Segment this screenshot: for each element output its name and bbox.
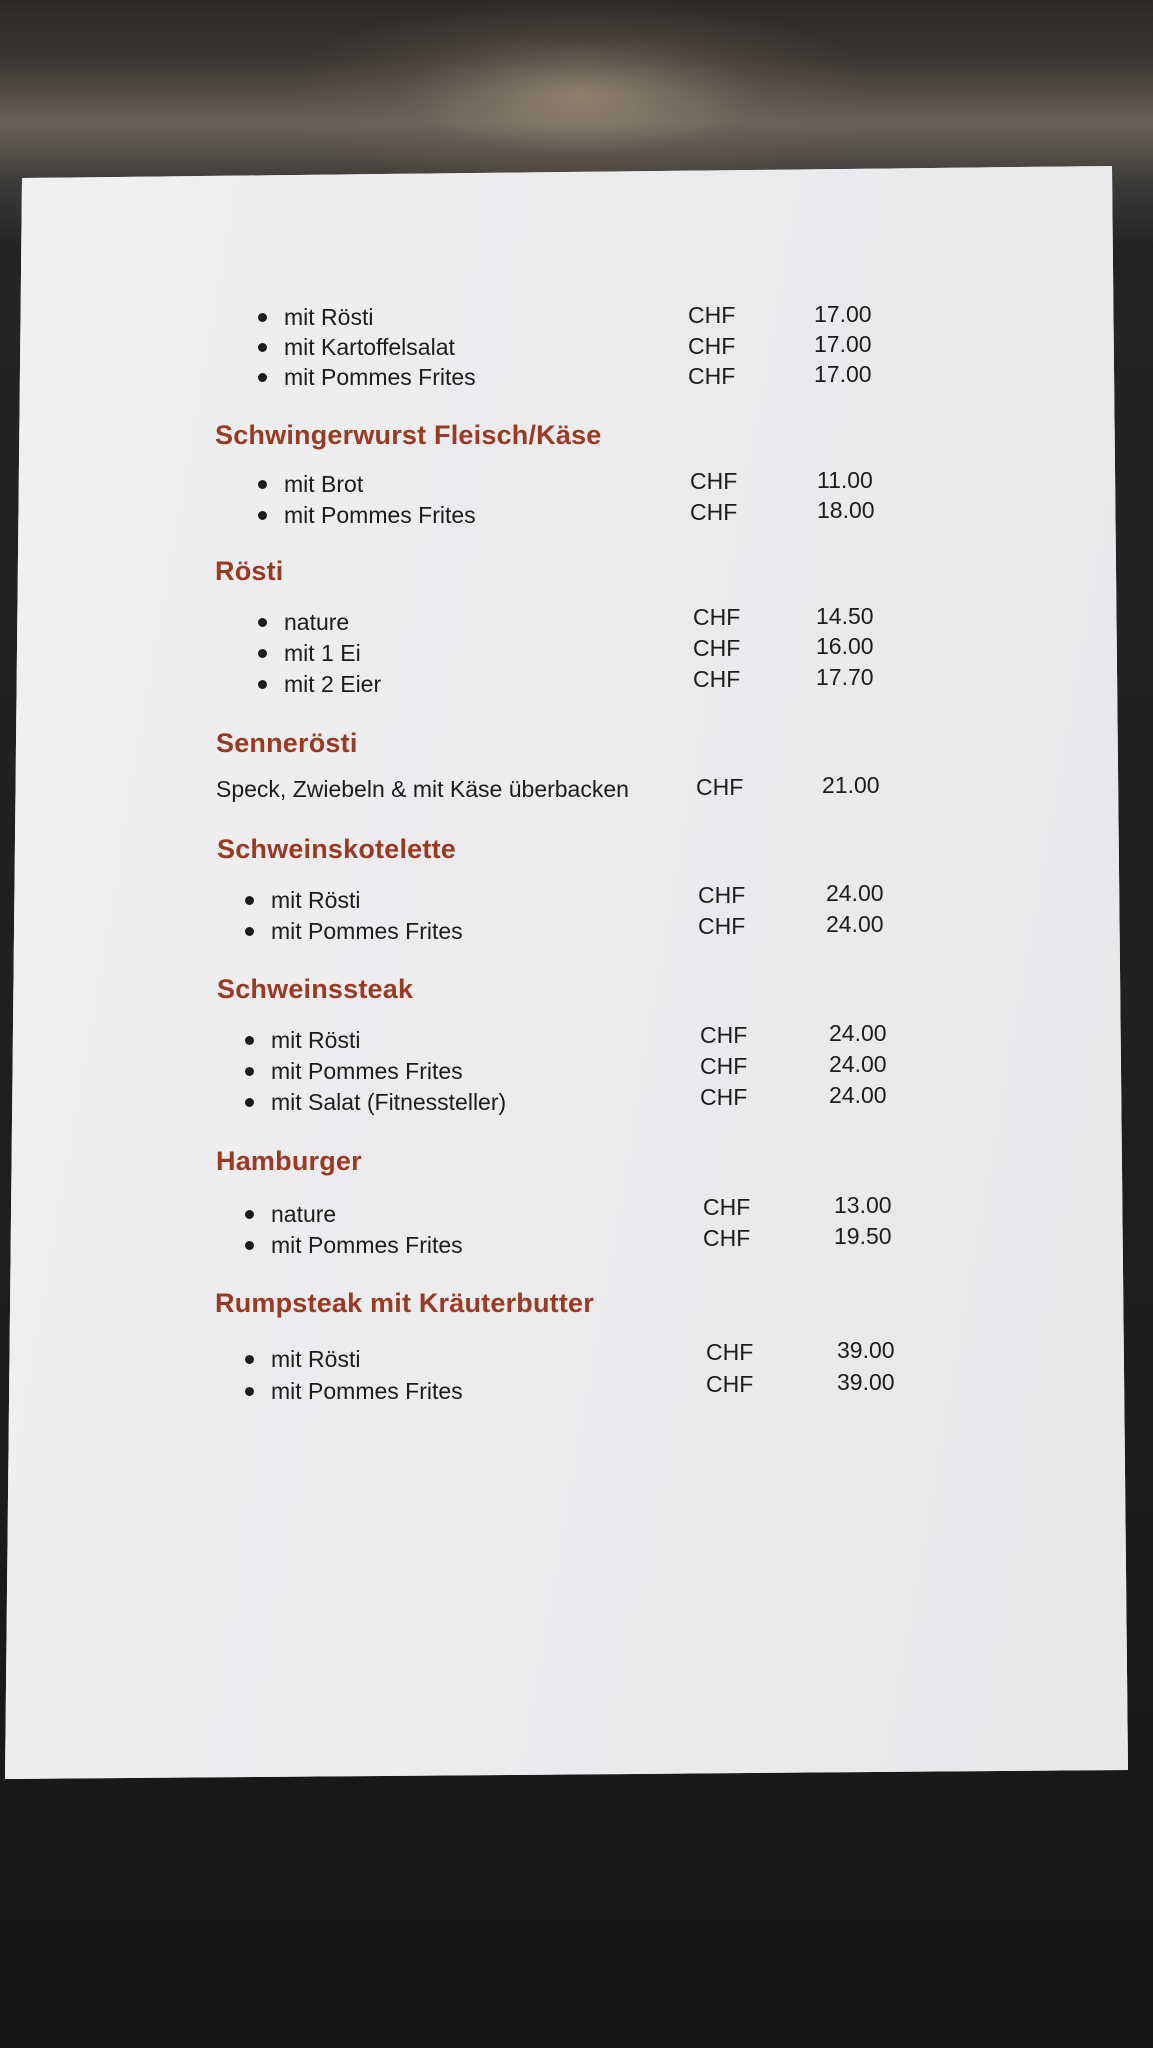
item-price: 17.70	[816, 664, 874, 690]
list-item	[258, 671, 381, 698]
bullet-icon	[245, 1241, 254, 1250]
list-item	[258, 334, 455, 361]
bullet-icon	[245, 1355, 254, 1364]
bullet-icon	[258, 649, 267, 658]
section-title: Sennerösti	[216, 728, 358, 758]
item-price: 24.00	[829, 1020, 887, 1046]
currency-label: CHF	[693, 604, 741, 630]
list-item	[245, 918, 463, 945]
currency-label: CHF	[690, 468, 738, 494]
item-label: mit Rösti	[284, 304, 374, 330]
bullet-icon	[245, 1098, 254, 1107]
currency-label: CHF	[696, 774, 744, 800]
bullet-icon	[258, 343, 267, 352]
item-label: mit Pommes Frites	[271, 1378, 463, 1404]
item-price: 24.00	[826, 911, 884, 937]
list-item	[245, 1058, 463, 1085]
item-price: 17.00	[814, 331, 872, 357]
bullet-icon	[258, 313, 267, 322]
item-price: 14.50	[816, 603, 874, 629]
bullet-icon	[258, 511, 267, 520]
section-title: Schweinskotelette	[217, 834, 456, 864]
section-title: Schweinssteak	[217, 974, 414, 1004]
list-item	[258, 471, 363, 498]
item-price: 13.00	[834, 1192, 892, 1218]
list-item	[258, 502, 476, 529]
item-label: mit Pommes Frites	[284, 364, 476, 390]
currency-label: CHF	[700, 1053, 748, 1079]
currency-label: CHF	[700, 1022, 748, 1048]
list-item	[245, 1201, 336, 1228]
list-item	[258, 609, 349, 636]
item-label: mit 2 Eier	[284, 671, 382, 697]
bullet-icon	[245, 896, 254, 905]
bullet-icon	[258, 680, 267, 689]
currency-label: CHF	[688, 333, 736, 359]
bullet-icon	[258, 480, 267, 489]
currency-label: CHF	[698, 882, 746, 908]
item-price: 17.00	[814, 301, 872, 327]
list-item	[245, 1232, 463, 1259]
currency-label: CHF	[688, 302, 736, 328]
section-title: Hamburger	[216, 1146, 362, 1176]
section-title: Schwingerwurst Fleisch/Käse	[215, 420, 602, 450]
item-description: Speck, Zwiebeln & mit Käse überbacken	[216, 776, 629, 802]
item-label: nature	[271, 1201, 337, 1227]
currency-label: CHF	[693, 666, 741, 692]
item-label: mit Kartoffelsalat	[284, 334, 455, 360]
item-label: mit Pommes Frites	[284, 502, 476, 528]
currency-label: CHF	[688, 363, 736, 389]
item-label: mit Pommes Frites	[271, 1232, 463, 1258]
item-price: 39.00	[837, 1337, 895, 1363]
currency-label: CHF	[698, 913, 746, 939]
list-item	[245, 1378, 463, 1405]
item-label: mit Salat (Fitnessteller)	[271, 1089, 507, 1115]
bullet-icon	[258, 618, 267, 627]
item-price: 24.00	[829, 1082, 887, 1108]
list-item	[245, 1089, 506, 1116]
currency-label: CHF	[703, 1225, 751, 1251]
bullet-icon	[258, 373, 267, 382]
item-price: 24.00	[826, 880, 884, 906]
item-label: mit Rösti	[271, 887, 361, 913]
list-item	[245, 1027, 360, 1054]
bullet-icon	[245, 1387, 254, 1396]
list-item	[245, 887, 360, 914]
list-item	[245, 1346, 360, 1373]
item-price: 24.00	[829, 1051, 887, 1077]
list-item	[258, 304, 373, 331]
item-label: mit Rösti	[271, 1027, 361, 1053]
section-title: Rumpsteak mit Kräuterbutter	[215, 1288, 594, 1318]
list-item	[258, 640, 361, 667]
currency-label: CHF	[693, 635, 741, 661]
item-label: mit Rösti	[271, 1346, 361, 1372]
item-label: mit Pommes Frites	[271, 1058, 463, 1084]
section-title: Rösti	[215, 556, 284, 586]
item-label: mit Brot	[284, 471, 364, 497]
currency-label: CHF	[690, 499, 738, 525]
item-price: 11.00	[817, 467, 873, 493]
bullet-icon	[245, 927, 254, 936]
list-item	[258, 364, 476, 391]
item-label: nature	[284, 609, 350, 635]
currency-label: CHF	[703, 1194, 751, 1220]
item-price: 19.50	[834, 1223, 892, 1249]
item-label: mit Pommes Frites	[271, 918, 463, 944]
item-label: mit 1 Ei	[284, 640, 361, 666]
item-price: 21.00	[822, 772, 880, 798]
currency-label: CHF	[706, 1371, 754, 1397]
currency-label: CHF	[700, 1084, 748, 1110]
bullet-icon	[245, 1036, 254, 1045]
item-price: 17.00	[814, 361, 872, 387]
bullet-icon	[245, 1210, 254, 1219]
currency-label: CHF	[706, 1339, 754, 1365]
item-price: 16.00	[816, 633, 874, 659]
item-price: 18.00	[817, 497, 875, 523]
item-price: 39.00	[837, 1369, 895, 1395]
bullet-icon	[245, 1067, 254, 1076]
